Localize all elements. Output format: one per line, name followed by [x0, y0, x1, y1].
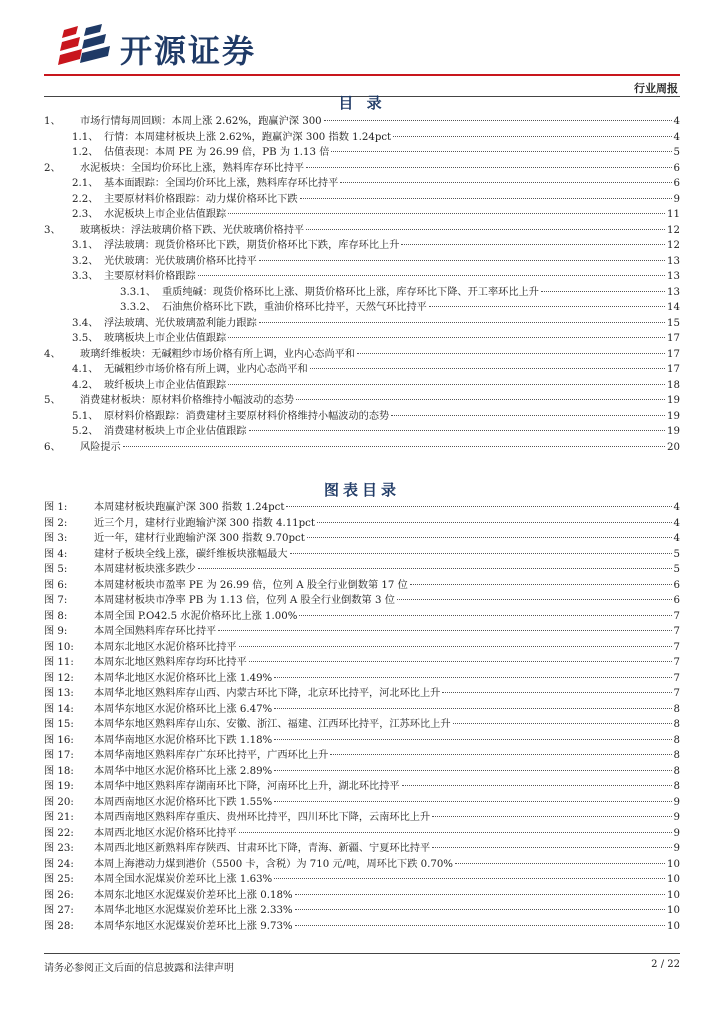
toc-entry[interactable]	[44, 114, 680, 130]
entry-page: 7	[673, 672, 680, 684]
dot-leader	[402, 785, 672, 786]
dot-leader	[295, 894, 665, 895]
entry-number: 3.1、	[72, 240, 99, 251]
entry-number: 图 2:	[44, 517, 68, 529]
entry-number: 3.3、	[72, 271, 99, 282]
entry-page: 6	[673, 595, 680, 606]
toc-entry[interactable]	[44, 192, 680, 208]
page-header	[44, 16, 680, 95]
dot-leader	[307, 537, 672, 538]
dot-leader	[300, 198, 672, 199]
entry-number: 图 11:	[44, 657, 74, 668]
entry-number: 图 17:	[44, 750, 74, 761]
dot-leader	[295, 909, 665, 910]
entry-page: 4	[673, 131, 680, 143]
toc-entry[interactable]	[44, 409, 680, 425]
dot-leader	[306, 229, 665, 230]
entry-title: 本周建材板块涨多跌少	[94, 564, 196, 575]
entry-page: 9	[673, 193, 680, 205]
entry-page: 8	[673, 765, 680, 777]
entry-title: 本周华南地区水泥价格环比下跌 1.18%	[94, 734, 273, 746]
dot-leader	[340, 182, 671, 183]
header-divider-red	[44, 74, 680, 76]
toc-entry[interactable]	[44, 378, 680, 394]
entry-title: 本周东北地区水泥价格环比持平	[94, 641, 237, 653]
dot-leader	[317, 522, 672, 523]
entry-page: 6	[673, 162, 680, 174]
entry-title: 建材子板块全线上涨，碳纤维板块涨幅最大	[94, 548, 288, 560]
dot-leader	[429, 306, 665, 307]
entry-title: 近一年，建材行业跑输沪深 300 指数 9.70pct	[94, 533, 305, 544]
entry-page: 10	[667, 920, 680, 932]
figure-entry[interactable]	[44, 671, 680, 687]
entry-number: 2.1、	[72, 178, 99, 189]
entry-page: 5	[673, 147, 680, 158]
entry-page: 12	[667, 224, 680, 236]
entry-number: 1.2、	[72, 147, 99, 158]
entry-page: 7	[673, 657, 680, 668]
entry-title: 本周东北地区水泥煤炭价差环比上涨 0.18%	[94, 889, 293, 901]
entry-page: 5	[673, 564, 680, 575]
entry-page: 17	[667, 364, 680, 375]
entry-title: 本周华中地区熟料库存湖南环比下降，河南环比上升，湖北环比持平	[94, 781, 400, 792]
entry-title: 本周西北地区水泥价格环比持平	[94, 827, 237, 839]
dot-leader	[310, 368, 665, 369]
entry-title: 无碱粗纱市场价格有所上调，业内心态尚平和	[104, 364, 308, 375]
entry-page: 4	[673, 116, 680, 127]
dot-leader	[306, 167, 671, 168]
brand-logo	[58, 22, 298, 68]
figure-entry[interactable]	[44, 857, 680, 873]
dot-leader	[391, 415, 665, 416]
entry-number: 图 12:	[44, 672, 74, 684]
entry-number: 图 8:	[44, 610, 68, 622]
figure-entry[interactable]	[44, 640, 680, 656]
entry-number: 5.1、	[72, 410, 99, 422]
entry-number: 3、	[44, 224, 61, 236]
entry-number: 3.5、	[72, 333, 99, 344]
toc-list	[44, 114, 680, 455]
entry-page: 4	[673, 533, 680, 544]
dot-leader	[290, 553, 672, 554]
toc-entry[interactable]	[44, 207, 680, 223]
toc-entry[interactable]	[44, 316, 680, 332]
entry-page: 5	[673, 548, 680, 560]
toc-entry[interactable]	[44, 347, 680, 363]
dot-leader	[228, 337, 665, 338]
entry-number: 图 15:	[44, 719, 74, 730]
entry-title: 市场行情每周回顾：本周上涨 2.62%，跑赢沪深 300	[80, 116, 322, 127]
toc-entry[interactable]	[44, 254, 680, 270]
entry-title: 石油焦价格环比下跌，重油价格环比持平，天然气环比持平	[162, 302, 427, 313]
entry-page: 15	[667, 317, 680, 329]
entry-page: 6	[673, 579, 680, 591]
entry-number: 3.2、	[72, 255, 99, 267]
entry-title: 估值表现：本周 PE 为 26.99 倍，PB 为 1.13 倍	[104, 147, 330, 158]
entry-title: 本周建材板块跑赢沪深 300 指数 1.24pct	[94, 502, 285, 513]
entry-title: 本周华南地区熟料库存广东环比持平，广西环比上升	[94, 750, 329, 761]
entry-page: 17	[667, 348, 680, 360]
dot-leader	[296, 399, 665, 400]
entry-title: 消费建材板块：原材料价格维持小幅波动的态势	[80, 395, 294, 406]
figure-entry[interactable]	[44, 919, 680, 935]
dot-leader	[410, 584, 672, 585]
entry-page: 4	[673, 502, 680, 513]
entry-title: 风险提示	[80, 441, 121, 453]
entry-page: 10	[667, 858, 680, 870]
entry-number: 5、	[44, 395, 61, 406]
entry-page: 9	[673, 843, 680, 854]
figure-entry[interactable]	[44, 872, 680, 888]
toc-entry[interactable]	[44, 176, 680, 192]
entry-title: 本周华东地区水泥煤炭价差环比上涨 9.73%	[94, 920, 293, 932]
entry-title: 基本面跟踪：全国均价环比上涨，熟料库存环比持平	[104, 178, 339, 189]
entry-title: 玻璃板块上市企业估值跟踪	[104, 333, 227, 344]
entry-page: 13	[667, 255, 680, 267]
entry-page: 13	[667, 286, 680, 298]
entry-title: 本周西南地区熟料库存重庆、贵州环比持平，四川环比下降，云南环比上升	[94, 812, 431, 823]
entry-title: 本周华北地区水泥煤炭价差环比上涨 2.33%	[94, 905, 293, 916]
figure-entry[interactable]	[44, 810, 680, 826]
entry-number: 图 9:	[44, 626, 68, 637]
entry-number: 图 4:	[44, 548, 68, 560]
entry-number: 图 24:	[44, 858, 74, 870]
figure-entry[interactable]	[44, 764, 680, 780]
entry-title: 近三个月，建材行业跑输沪深 300 指数 4.11pct	[94, 517, 315, 529]
figure-entry[interactable]	[44, 593, 680, 609]
entry-page: 11	[667, 209, 680, 220]
figure-entry[interactable]	[44, 779, 680, 795]
dot-leader	[218, 630, 671, 631]
dot-leader	[274, 677, 671, 678]
entry-title: 本周全国 P.O42.5 水泥价格环比上涨 1.00%	[94, 610, 298, 622]
figures-title: 图表目录	[323, 481, 400, 499]
page-number: 2 / 22	[651, 959, 680, 970]
dot-leader	[259, 260, 665, 261]
figure-entry[interactable]	[44, 500, 680, 516]
figure-entry[interactable]	[44, 655, 680, 671]
entry-title: 本周华北地区水泥价格环比上涨 1.49%	[94, 672, 273, 684]
entry-page: 8	[673, 703, 680, 715]
figures-list	[44, 500, 680, 934]
entry-page: 13	[667, 271, 680, 282]
logo-mark-icon	[58, 22, 114, 68]
dot-leader	[330, 754, 671, 755]
entry-page: 12	[667, 240, 680, 251]
figure-entry[interactable]	[44, 578, 680, 594]
entry-page: 7	[673, 641, 680, 653]
entry-number: 图 16:	[44, 734, 74, 746]
toc-entry[interactable]	[44, 269, 680, 285]
entry-page: 10	[667, 889, 680, 901]
figure-entry[interactable]	[44, 717, 680, 733]
figure-entry[interactable]	[44, 733, 680, 749]
entry-title: 本周全国熟料库存环比持平	[94, 626, 217, 637]
dot-leader	[198, 568, 672, 569]
toc-entry[interactable]	[44, 424, 680, 440]
entry-page: 14	[667, 302, 680, 313]
entry-number: 图 18:	[44, 765, 74, 777]
dot-leader	[324, 120, 672, 121]
entry-number: 图 5:	[44, 564, 68, 575]
entry-title: 玻璃板块：浮法玻璃价格下跌、光伏玻璃价格持平	[80, 224, 305, 236]
entry-title: 水泥板块上市企业估值跟踪	[104, 209, 227, 220]
entry-number: 图 28:	[44, 920, 74, 932]
entry-title: 浮法玻璃：现货价格环比下跌，期货价格环比下跌，库存环比上升	[104, 240, 400, 251]
dot-leader	[432, 816, 671, 817]
entry-number: 2.3、	[72, 209, 99, 220]
entry-title: 浮法玻璃、光伏玻璃盈利能力跟踪	[104, 317, 257, 329]
figure-entry[interactable]	[44, 826, 680, 842]
footer-disclaimer: 请务必参阅正文后面的信息披露和法律声明	[44, 963, 234, 974]
entry-number: 1、	[44, 116, 61, 127]
figure-entry[interactable]	[44, 624, 680, 640]
entry-page: 8	[673, 719, 680, 730]
page-footer	[44, 953, 680, 974]
figure-entry[interactable]	[44, 609, 680, 625]
entry-title: 玻璃纤维板块：无碱粗纱市场价格有所上调，业内心态尚平和	[80, 348, 356, 360]
entry-number: 图 26:	[44, 889, 74, 901]
entry-page: 20	[667, 441, 680, 453]
entry-title: 玻纤板块上市企业估值跟踪	[104, 379, 227, 391]
dot-leader	[123, 446, 665, 447]
entry-page: 7	[673, 626, 680, 637]
dot-leader	[453, 723, 672, 724]
dot-leader	[331, 151, 671, 152]
dot-leader	[228, 384, 665, 385]
dot-leader	[442, 692, 671, 693]
figure-entry[interactable]	[44, 903, 680, 919]
dot-leader	[239, 646, 672, 647]
entry-number: 4.2、	[72, 379, 99, 391]
entry-page: 9	[673, 827, 680, 839]
dot-leader	[401, 244, 665, 245]
entry-page: 18	[667, 379, 680, 391]
dot-leader	[249, 661, 672, 662]
figure-entry[interactable]	[44, 795, 680, 811]
entry-title: 本周全国水泥煤炭价差环比上涨 1.63%	[94, 874, 273, 885]
entry-title: 本周华东地区熟料库存山东、安徽、浙江、福建、江西环比持平，江苏环比上升	[94, 719, 451, 730]
entry-number: 图 19:	[44, 781, 74, 792]
entry-page: 6	[673, 178, 680, 189]
entry-title: 重质纯碱：现货价格环比上涨、期货价格环比上涨，库存环比下降、开工率环比上升	[162, 286, 539, 298]
entry-number: 图 20:	[44, 796, 74, 808]
figure-entry[interactable]	[44, 748, 680, 764]
logo-text: 开源证券	[120, 32, 257, 70]
figure-entry[interactable]	[44, 888, 680, 904]
entry-number: 1.1、	[72, 131, 99, 143]
entry-number: 4.1、	[72, 364, 99, 375]
entry-number: 2、	[44, 162, 61, 174]
entry-number: 图 3:	[44, 533, 68, 544]
entry-page: 10	[667, 905, 680, 916]
entry-number: 图 25:	[44, 874, 74, 885]
entry-title: 光伏玻璃：光伏玻璃价格环比持平	[104, 255, 257, 267]
dot-leader	[432, 847, 671, 848]
dot-leader	[455, 863, 665, 864]
figure-entry[interactable]	[44, 686, 680, 702]
entry-number: 图 22:	[44, 827, 74, 839]
toc-entry[interactable]	[44, 440, 680, 456]
entry-title: 水泥板块：全国均价环比上涨，熟料库存环比持平	[80, 162, 305, 174]
toc-entry[interactable]	[44, 285, 680, 301]
toc-entry[interactable]	[44, 300, 680, 316]
dot-leader	[541, 291, 665, 292]
entry-title: 本周东北地区熟料库存均环比持平	[94, 657, 247, 668]
figure-entry[interactable]	[44, 516, 680, 532]
entry-title: 主要原材料价格跟踪	[104, 271, 196, 282]
entry-title: 本周华东地区水泥价格环比上涨 6.47%	[94, 703, 273, 715]
dot-leader	[295, 925, 665, 926]
entry-title: 本周西南地区水泥价格环比下跌 1.55%	[94, 796, 273, 808]
entry-title: 本周西北地区新熟料库存陕西、甘肃环比下降，青海、新疆、宁夏环比持平	[94, 843, 431, 854]
entry-page: 19	[667, 426, 680, 437]
dot-leader	[286, 506, 671, 507]
entry-title: 本周建材板块市盈率 PE 为 26.99 倍，位列 A 股全行业倒数第 17 位	[94, 579, 408, 591]
entry-title: 行情：本周建材板块上涨 2.62%，跑赢沪深 300 指数 1.24pct	[104, 131, 392, 143]
dot-leader	[249, 430, 665, 431]
figure-entry[interactable]	[44, 531, 680, 547]
entry-number: 图 13:	[44, 688, 74, 699]
dot-leader	[299, 615, 671, 616]
dot-leader	[274, 801, 671, 802]
dot-leader	[274, 878, 665, 879]
entry-title: 原材料价格跟踪：消费建材主要原材料价格维持小幅波动的态势	[104, 410, 390, 422]
figure-entry[interactable]	[44, 841, 680, 857]
entry-number: 3.3.2、	[120, 302, 157, 313]
entry-number: 5.2、	[72, 426, 99, 437]
toc-entry[interactable]	[44, 223, 680, 239]
dot-leader	[274, 739, 671, 740]
entry-page: 19	[667, 395, 680, 406]
entry-title: 本周上海港动力煤到港价（5500 卡，含税）为 710 元/吨，周环比下跌 0.70%	[94, 858, 453, 870]
dot-leader	[259, 322, 665, 323]
figure-entry[interactable]	[44, 702, 680, 718]
dot-leader	[274, 708, 671, 709]
toc-entry[interactable]	[44, 238, 680, 254]
entry-number: 图 7:	[44, 595, 68, 606]
entry-page: 7	[673, 610, 680, 622]
entry-number: 3.4、	[72, 317, 99, 329]
entry-page: 7	[673, 688, 680, 699]
entry-number: 图 10:	[44, 641, 74, 653]
entry-number: 图 14:	[44, 703, 74, 715]
dot-leader	[228, 213, 665, 214]
entry-number: 图 21:	[44, 812, 74, 823]
toc-entry[interactable]	[44, 145, 680, 161]
dot-leader	[357, 353, 665, 354]
entry-page: 8	[673, 781, 680, 792]
entry-number: 6、	[44, 441, 61, 453]
entry-number: 图 6:	[44, 579, 68, 591]
entry-page: 8	[673, 734, 680, 746]
dot-leader	[198, 275, 665, 276]
entry-page: 8	[673, 750, 680, 761]
toc-entry[interactable]	[44, 161, 680, 177]
entry-page: 10	[667, 874, 680, 885]
entry-page: 4	[673, 517, 680, 529]
entry-number: 图 1:	[44, 502, 68, 513]
document-type-label: 行业周报	[634, 82, 678, 95]
entry-title: 消费建材板块上市企业估值跟踪	[104, 426, 247, 437]
figure-entry[interactable]	[44, 547, 680, 563]
entry-number: 4、	[44, 348, 61, 360]
toc-entry[interactable]	[44, 393, 680, 409]
entry-number: 图 27:	[44, 905, 74, 916]
entry-title: 本周建材板块市净率 PB 为 1.13 倍，位列 A 股全行业倒数第 3 位	[94, 595, 395, 606]
dot-leader	[397, 599, 672, 600]
dot-leader	[274, 770, 671, 771]
figure-entry[interactable]	[44, 562, 680, 578]
entry-page: 9	[673, 812, 680, 823]
toc-entry[interactable]	[44, 130, 680, 146]
entry-page: 9	[673, 796, 680, 808]
entry-number: 3.3.1、	[120, 286, 157, 298]
entry-page: 17	[667, 333, 680, 344]
entry-title: 本周华北地区熟料库存山西、内蒙古环比下降，北京环比持平，河北环比上升	[94, 688, 441, 699]
dot-leader	[239, 832, 672, 833]
entry-page: 19	[667, 410, 680, 422]
footer-divider	[44, 953, 680, 954]
entry-title: 本周华中地区水泥价格环比上涨 2.89%	[94, 765, 273, 777]
toc-entry[interactable]	[44, 331, 680, 347]
toc-entry[interactable]	[44, 362, 680, 378]
dot-leader	[393, 136, 671, 137]
entry-title: 主要原材料价格跟踪：动力煤价格环比下跌	[104, 193, 298, 205]
entry-number: 2.2、	[72, 193, 99, 205]
entry-number: 图 23:	[44, 843, 74, 854]
toc-title: 目 录	[338, 94, 386, 112]
